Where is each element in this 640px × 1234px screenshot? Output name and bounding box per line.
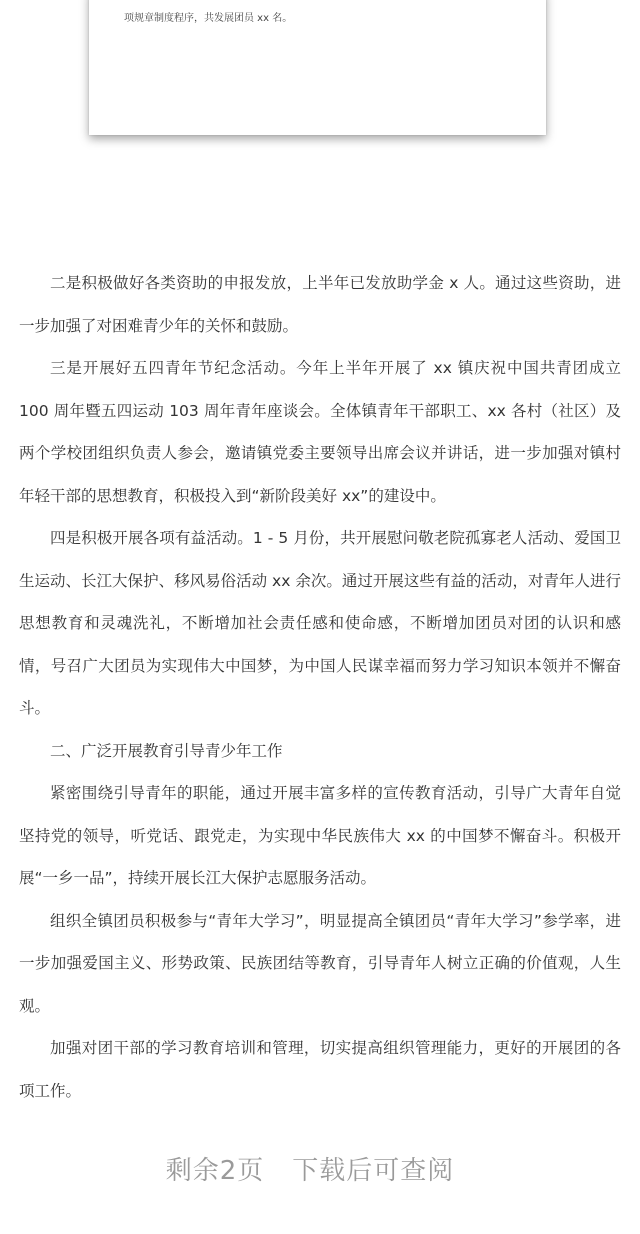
remaining-pages-label: 剩余2页 — [165, 1156, 265, 1186]
paragraph-cadre-training: 加强对团干部的学习教育培训和管理，切实提高组织管理能力，更好的开展团的各项工作。 — [19, 1039, 621, 1100]
document-body — [19, 262, 621, 1112]
download-prompt[interactable] — [0, 1150, 620, 1187]
paragraph-activities: 四是积极开展各项有益活动。1 - 5 月份，共开展慰问敬老院孤寡老人活动、爱国卫生运动、长江大保护、移风易俗活动 xx 余次。通过开展这些有益的活动，对青年人进行思想教育和灵魂洗礼，不断增加社会责任感和使命感，不断增加团员对团的认识和感情，号召广大团员为实现伟大中国梦，为中国人民谋幸福而努力学习知识本领并不懈奋斗。 — [19, 529, 621, 717]
section-heading: 二、广泛开展教育引导青少年工作 — [50, 741, 283, 760]
paragraph-may-fourth: 三是开展好五四青年节纪念活动。今年上半年开展了 xx 镇庆祝中国共青团成立 100 周年暨五四运动 103 周年青年座谈会。全体镇青年干部职工、xx 各村（社区）及两个学校团组织负责人参会，邀请镇党委主要领导出席会议并讲话，进一步加强对镇村年轻干部的思想教育，积极投入到“新阶段美好 xx”的建设中。 — [19, 359, 621, 505]
preview-page-card — [89, 0, 546, 135]
paragraph-youth-study: 组织全镇团员积极参与“青年大学习”，明显提高全镇团员“青年大学习”参学率，进一步加强爱国主义、形势政策、民族团结等教育，引导青年人树立正确的价值观，人生观。 — [19, 911, 621, 1015]
download-to-view-label: 下载后可查阅 — [292, 1156, 455, 1186]
paragraph-funding: 二是积极做好各类资助的申报发放，上半年已发放助学金 x 人。通过这些资助，进一步加强了对困难青少年的关怀和鼓励。 — [19, 274, 621, 335]
preview-page-text: 项规章制度程序，共发展团员 xx 名。 — [124, 13, 293, 24]
paragraph-guidance: 紧密围绕引导青年的职能，通过开展丰富多样的宣传教育活动，引导广大青年自觉坚持党的领导，听党话、跟党走，为实现中华民族伟大 xx 的中国梦不懈奋斗。积极开展“一乡一品”，持续开展长江大保护志愿服务活动。 — [19, 784, 621, 887]
